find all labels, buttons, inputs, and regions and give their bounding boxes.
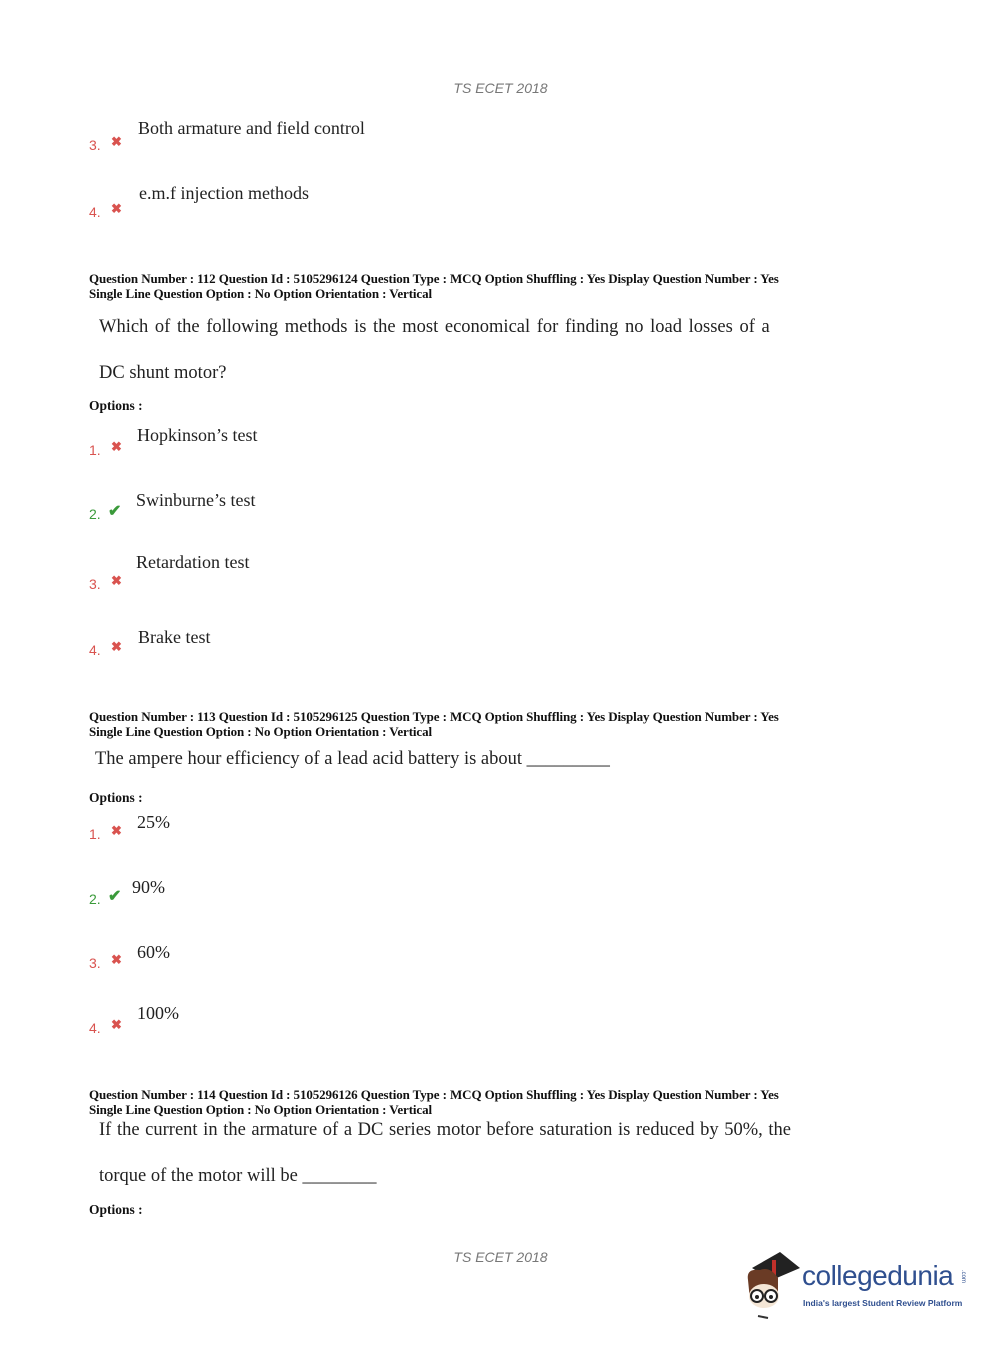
cross-icon: ✖ — [111, 823, 122, 838]
options-label: Options : — [89, 790, 143, 805]
question-meta: Question Number : 114 Question Id : 5105296126 Question Type : MCQ Option Shuffling : Yes Display Question Number : Yes — [89, 1087, 779, 1102]
option-number: 1. — [89, 442, 101, 458]
options-label: Options : — [89, 1202, 143, 1217]
question-meta-2: Single Line Question Option : No Option Orientation : Vertical — [89, 1102, 433, 1117]
option-text: Retardation test — [136, 552, 250, 572]
brand-name: collegedunia — [802, 1260, 954, 1291]
question-text: Which of the following methods is the most economical for finding no load losses of a — [99, 317, 770, 337]
options-label: Options : — [89, 398, 143, 413]
check-icon: ✔ — [108, 888, 122, 905]
question-text: If the current in the armature of a DC series motor before saturation is reduced by 50%, the — [99, 1120, 792, 1140]
question-text: The ampere hour efficiency of a lead acid battery is about _________ — [95, 749, 610, 769]
cross-icon: ✖ — [111, 952, 122, 967]
brand-suffix: .com — [960, 1270, 966, 1284]
cross-icon: ✖ — [111, 639, 122, 654]
option-number: 4. — [89, 642, 101, 658]
cross-icon: ✖ — [111, 573, 122, 588]
option-text: Both armature and field control — [138, 118, 365, 138]
option-number: 4. — [89, 1020, 101, 1036]
check-icon: ✔ — [108, 503, 122, 520]
option-text: Swinburne’s test — [136, 490, 256, 510]
cross-icon: ✖ — [111, 201, 122, 216]
page-footer: TS ECET 2018 — [453, 1249, 548, 1265]
option-text: 100% — [137, 1003, 179, 1023]
option-text: 60% — [137, 942, 170, 962]
option-text: Hopkinson’s test — [137, 425, 258, 445]
option-number: 2. — [89, 891, 101, 907]
option-text: 25% — [137, 812, 170, 832]
cross-icon: ✖ — [111, 439, 122, 454]
option-number: 1. — [89, 826, 101, 842]
brand-tagline: India's largest Student Review Platform — [803, 1298, 963, 1308]
cross-icon: ✖ — [111, 134, 122, 149]
page-header: TS ECET 2018 — [453, 80, 548, 96]
option-text: e.m.f injection methods — [139, 183, 309, 203]
option-text: Brake test — [138, 627, 211, 647]
option-number: 3. — [89, 955, 101, 971]
question-meta-2: Single Line Question Option : No Option Orientation : Vertical — [89, 286, 433, 301]
question-text-2: torque of the motor will be ________ — [99, 1166, 377, 1186]
option-number: 2. — [89, 506, 101, 522]
question-meta: Question Number : 112 Question Id : 5105296124 Question Type : MCQ Option Shuffling : Yes Display Question Number : Yes — [89, 271, 779, 286]
collegedunia-logo — [742, 1250, 972, 1320]
question-text-2: DC shunt motor? — [99, 363, 227, 383]
option-number: 3. — [89, 576, 101, 592]
question-meta: Question Number : 113 Question Id : 5105296125 Question Type : MCQ Option Shuffling : Yes Display Question Number : Yes — [89, 709, 779, 724]
option-number: 4. — [89, 204, 101, 220]
mascot-icon — [742, 1250, 802, 1320]
option-number: 3. — [89, 137, 101, 153]
cross-icon: ✖ — [111, 1017, 122, 1032]
option-text: 90% — [132, 877, 165, 897]
question-meta-2: Single Line Question Option : No Option Orientation : Vertical — [89, 724, 433, 739]
